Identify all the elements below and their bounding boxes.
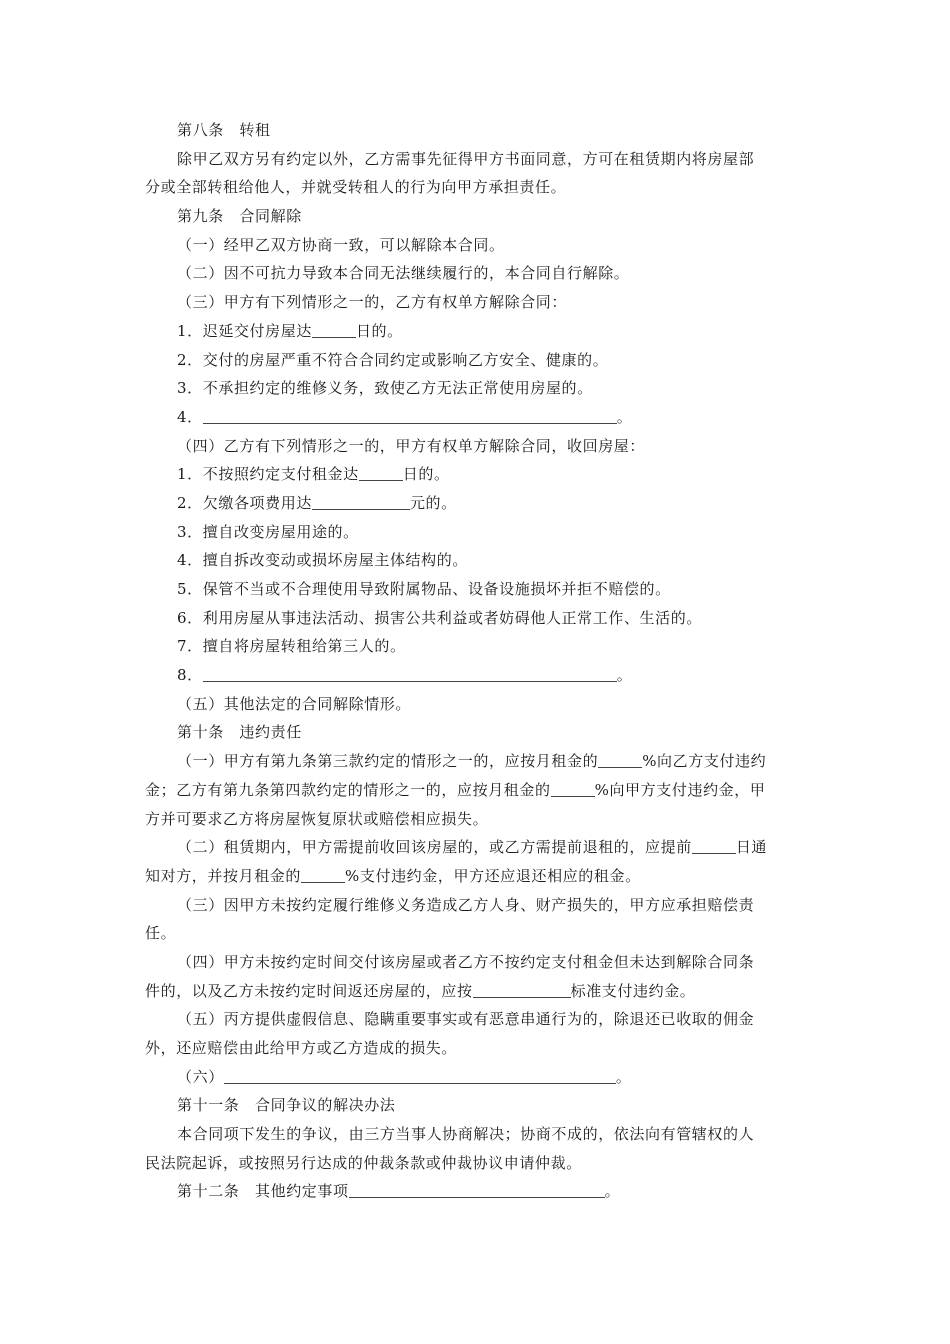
- article-8-heading: 第八条 转租: [177, 121, 271, 139]
- clause-line: （三）因甲方未按约定履行维修义务造成乙方人身、财产损失的，甲方应承担赔偿责: [177, 895, 755, 914]
- article-10-heading: 第十条 违约责任: [177, 723, 302, 742]
- clause-line: （三）甲方有下列情形之一的，乙方有权单方解除合同：: [177, 293, 568, 312]
- list-item: 3．擅自改变房屋用途的。: [177, 522, 359, 541]
- clause-line: [145, 747, 805, 776]
- list-item-text: 8．: [177, 666, 203, 685]
- clause-line: [145, 833, 805, 862]
- clause-line: （四）甲方未按约定时间交付该房屋或者乙方不按约定支付租金但未达到解除合同条: [177, 952, 755, 971]
- clause-text: 日通: [735, 838, 768, 857]
- list-item: [145, 489, 805, 518]
- clause-line: [145, 977, 805, 1006]
- list-item: 2．交付的房屋严重不符合合同约定或影响乙方安全、健康的。: [177, 350, 609, 369]
- fill-in-blank: [301, 866, 345, 883]
- list-item-text: 2．欠缴各项费用达: [177, 493, 312, 512]
- clause-text: %支付违约金，甲方还应退还相应的租金。: [345, 866, 641, 885]
- list-item: [145, 661, 805, 690]
- paragraph-line: 分或全部转租给他人，并就受转租人的行为向甲方承担责任。: [145, 178, 567, 197]
- list-item-text: 元的。: [409, 493, 457, 512]
- fill-in-blank: [473, 981, 571, 998]
- clause-text: %向乙方支付违约: [642, 752, 767, 771]
- clause-line: [145, 1063, 805, 1092]
- clause-line: （四）乙方有下列情形之一的，甲方有权单方解除合同，收回房屋：: [177, 436, 646, 455]
- clause-text: （一）甲方有第九条第三款约定的情形之一的，应按月租金的: [177, 752, 599, 771]
- article-11-heading: 第十一条 合同争议的解决办法: [177, 1096, 396, 1115]
- list-item: 3．不承担约定的维修义务，致使乙方无法正常使用房屋的。: [177, 379, 593, 398]
- fill-in-blank: [312, 493, 410, 510]
- contract-body: [145, 116, 805, 1206]
- list-item: 4．擅自拆改变动或损坏房屋主体结构的。: [177, 551, 468, 570]
- fill-in-blank: [312, 321, 356, 338]
- clause-line: （一）经甲乙双方协商一致，可以解除本合同。: [177, 235, 505, 254]
- clause-text: %向甲方支付违约金，甲: [594, 780, 766, 799]
- list-item-text: 日的。: [355, 321, 403, 340]
- fill-in-blank: [551, 780, 595, 797]
- clause-line: （五）丙方提供虚假信息、隐瞒重要事实或有恶意串通行为的，除退还已收取的佣金: [177, 1010, 755, 1029]
- paragraph-line: 本合同项下发生的争议，由三方当事人协商解决；协商不成的，依法向有管辖权的人: [177, 1125, 755, 1144]
- clause-line: （二）因不可抗力导致本合同无法继续履行的，本合同自行解除。: [177, 264, 630, 283]
- fill-in-blank: [359, 464, 403, 481]
- clause-text: 件的，以及乙方未按约定时间返还房屋的，应按: [145, 981, 473, 1000]
- article-12-heading: [145, 1177, 805, 1206]
- heading-text: 第十二条 其他约定事项: [177, 1182, 349, 1201]
- article-9-heading: 第九条 合同解除: [177, 207, 302, 226]
- clause-line: （五）其他法定的合同解除情形。: [177, 694, 412, 713]
- list-item-text: 1．不按照约定支付租金达: [177, 465, 359, 484]
- heading-text: 。: [604, 1182, 621, 1201]
- fill-in-blank: [203, 665, 617, 682]
- clause-line: 任。: [145, 924, 177, 943]
- list-item-text: 1．迟延交付房屋达: [177, 321, 312, 340]
- fill-in-blank: [349, 1181, 605, 1198]
- clause-text: 知对方，并按月租金的: [145, 866, 302, 885]
- list-item-text: 。: [616, 407, 633, 426]
- list-item: [145, 317, 805, 346]
- clause-line: [145, 862, 805, 891]
- fill-in-blank: [224, 1067, 616, 1084]
- clause-line: [145, 776, 805, 805]
- fill-in-blank: [598, 751, 642, 768]
- list-item-text: 4．: [177, 407, 203, 426]
- fill-in-blank: [692, 837, 736, 854]
- paragraph-line: 民法院起诉，或按照另行达成的仲裁条款或仲裁协议申请仲裁。: [145, 1153, 582, 1172]
- list-item: [145, 403, 805, 432]
- clause-text: 。: [615, 1067, 632, 1086]
- clause-text: （六）: [177, 1067, 224, 1086]
- clause-text: （二）租赁期内，甲方需提前收回该房屋的，或乙方需提前退租的，应提前: [177, 838, 692, 857]
- clause-text: 标准支付违约金。: [570, 981, 696, 1000]
- list-item: [145, 460, 805, 489]
- clause-line: 方并可要求乙方将房屋恢复原状或赔偿相应损失。: [145, 809, 489, 828]
- list-item: 5．保管不当或不合理使用导致附属物品、设备设施损坏并拒不赔偿的。: [177, 580, 671, 598]
- list-item-text: 日的。: [402, 465, 450, 484]
- clause-line: 外，还应赔偿由此给甲方或乙方造成的损失。: [145, 1039, 458, 1057]
- clause-text: 金；乙方有第九条第四款约定的情形之一的，应按月租金的: [145, 780, 551, 799]
- list-item: 6．利用房屋从事违法活动、损害公共利益或者妨碍他人正常工作、生活的。: [177, 608, 702, 627]
- list-item-text: 。: [616, 666, 633, 685]
- fill-in-blank: [203, 407, 617, 424]
- paragraph-line: 除甲乙双方另有约定以外，乙方需事先征得甲方书面同意，方可在租赁期内将房屋部: [177, 149, 755, 168]
- list-item: 7．擅自将房屋转租给第三人的。: [177, 637, 406, 656]
